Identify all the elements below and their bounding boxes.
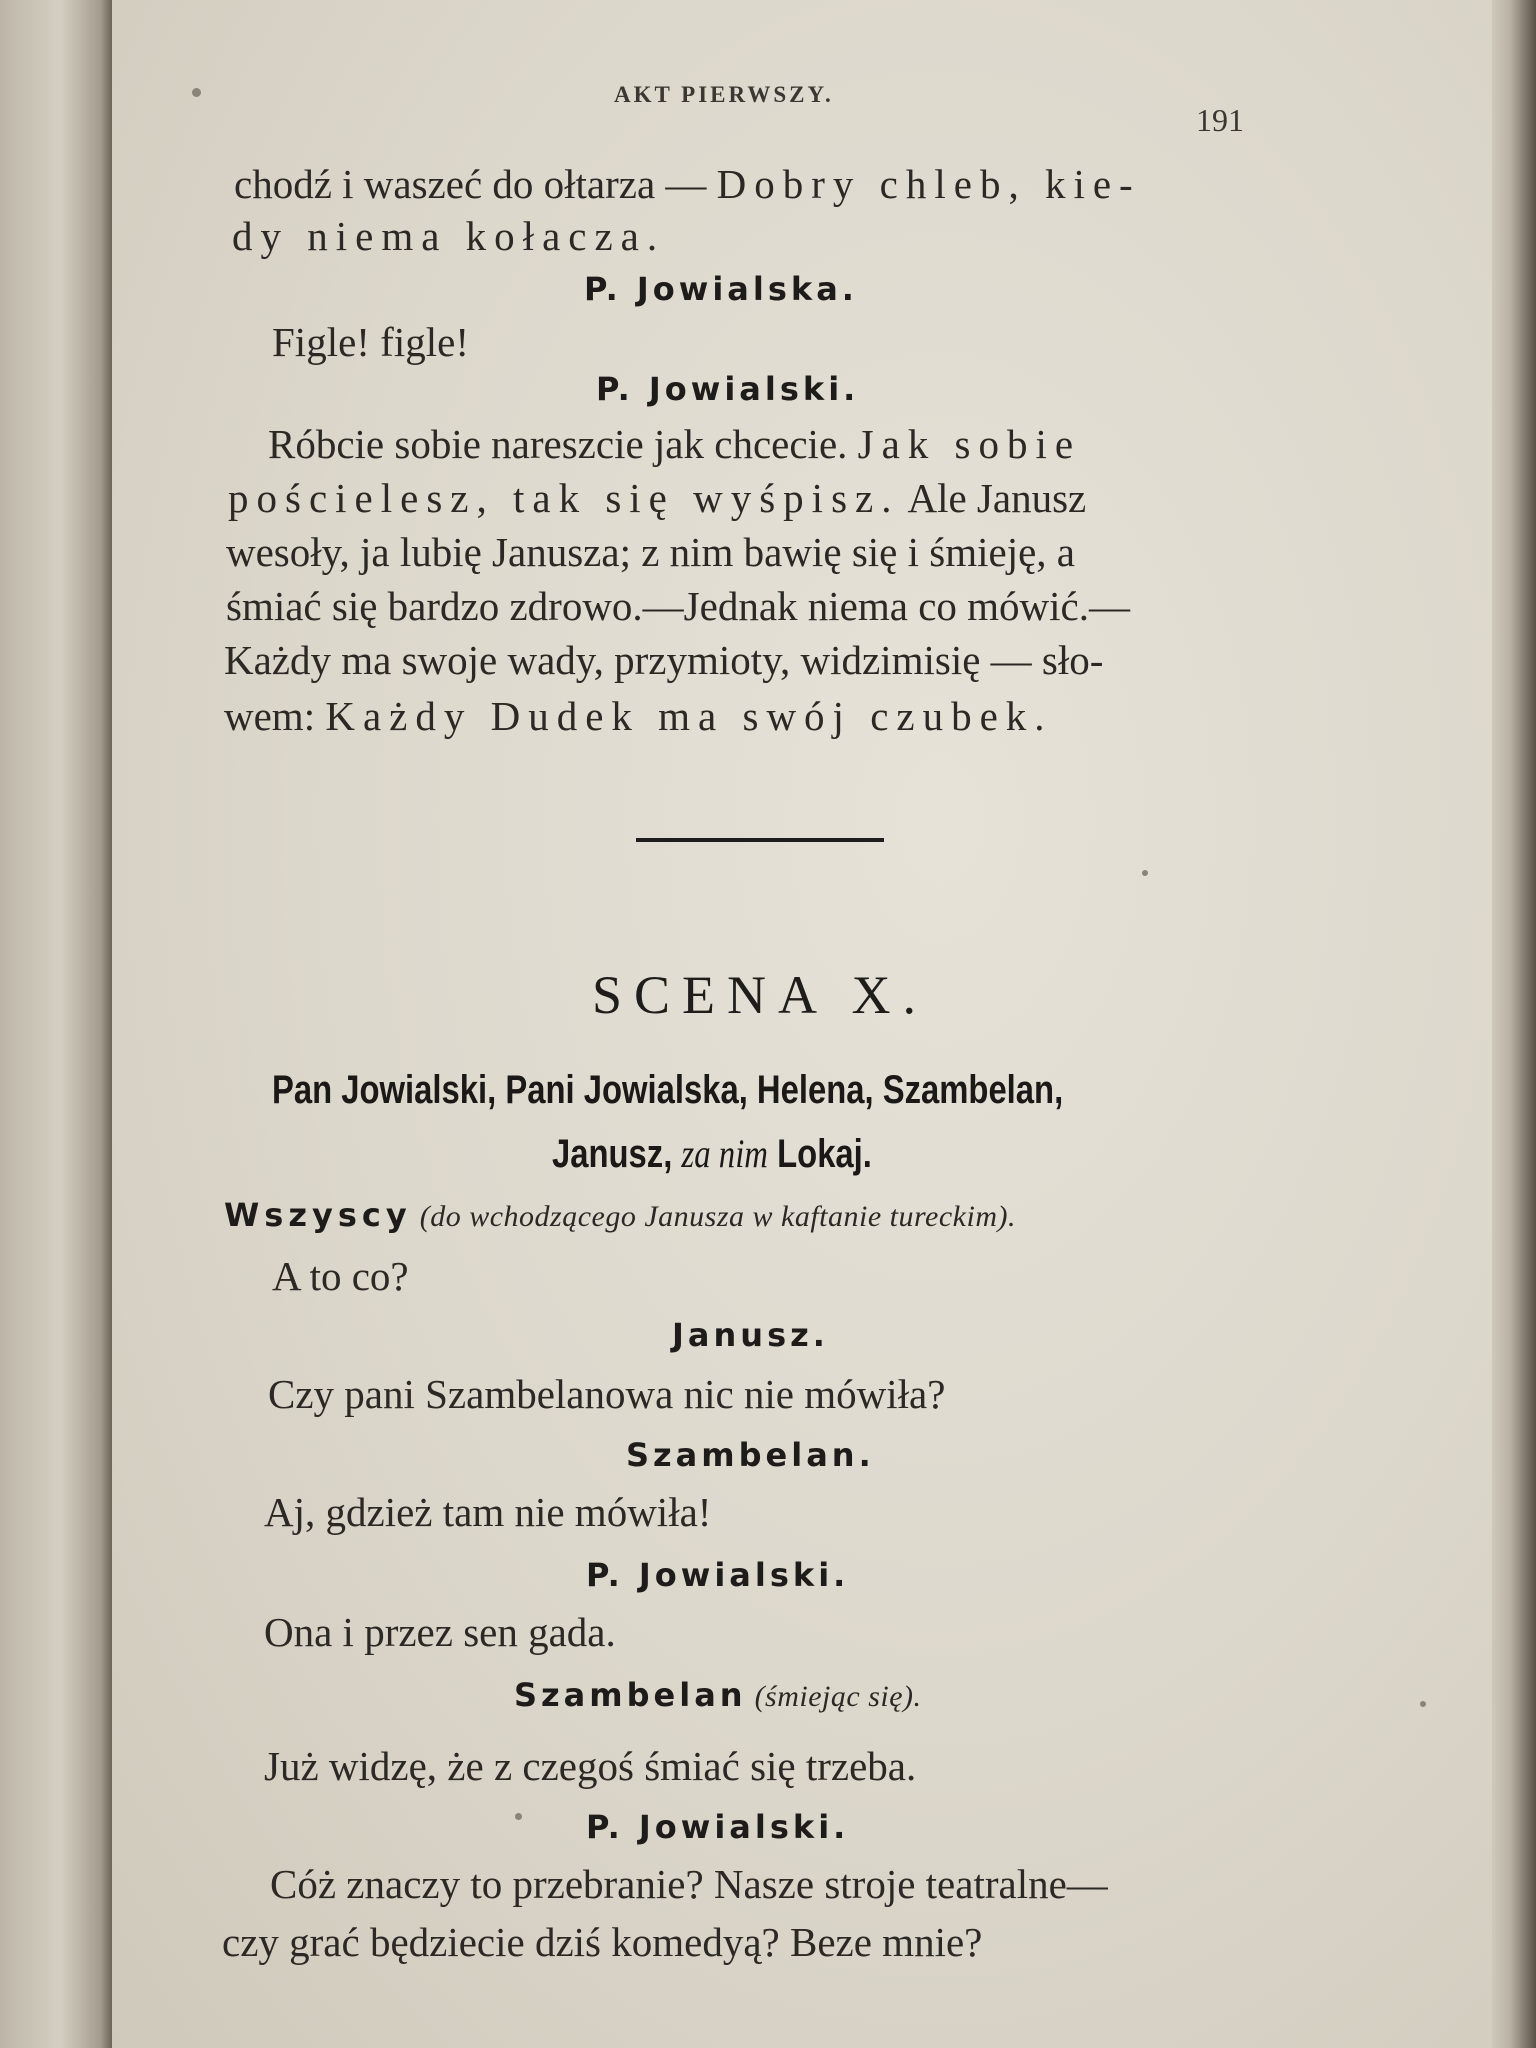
speaker-name: P. Jowialski.: [586, 1808, 850, 1846]
text-line: Figle! figle!: [272, 319, 469, 365]
stage-direction: (śmiejąc się).: [746, 1680, 922, 1713]
text-line: Aj, gdzież tam nie mówiła!: [264, 1489, 712, 1535]
page-speck: [192, 88, 201, 97]
text-line: Każdy ma swoje wady, przymioty, widzimisię — sło-: [224, 637, 1104, 683]
speaker-name: Szambelan.: [626, 1436, 875, 1474]
scene-title: SCENA X.: [592, 965, 929, 1025]
text-line: A to co?: [272, 1253, 409, 1299]
text-line: śmiać się bardzo zdrowo.—Jednak niema co mówić.—: [226, 583, 1131, 629]
text-line: Ona i przez sen gada.: [264, 1609, 616, 1655]
text-line: pościelesz, tak się wyśpisz. Ale Janusz: [228, 475, 1087, 521]
speaker-name: P. Jowialska.: [584, 270, 858, 308]
text-line: chodź i waszeć do ołtarza — Dobry chleb, kie-: [234, 161, 1141, 207]
text-line: dy niema kołacza.: [232, 213, 666, 259]
section-divider: [636, 838, 884, 842]
speaker-name: P. Jowialski.: [586, 1556, 850, 1594]
text-line: czy grać będziecie dziś komedyą? Beze mnie?: [222, 1919, 983, 1965]
page-speck: [515, 1813, 522, 1820]
cast-list: Janusz, za nim Lokaj.: [552, 1131, 872, 1176]
text-line: Czy pani Szambelanowa nic nie mówiła?: [268, 1371, 946, 1417]
speaker-name: Janusz.: [672, 1316, 829, 1354]
cast-list: Pan Jowialski, Pani Jowialska, Helena, Szambelan,: [272, 1068, 1064, 1112]
speaker-name: Wszyscy (do wchodzącego Janusza w kaftanie tureckim).: [224, 1196, 1016, 1234]
text-line: wesoły, ja lubię Janusza; z nim bawię się i śmieję, a: [226, 529, 1075, 575]
text-line: Cóż znaczy to przebranie? Nasze stroje teatralne—: [270, 1861, 1108, 1907]
text-line: Już widzę, że z czegoś śmiać się trzeba.: [264, 1743, 917, 1789]
page-speck: [1420, 1701, 1426, 1707]
running-head: AKT PIERWSZY.: [614, 82, 834, 107]
text-line: Róbcie sobie nareszcie jak chcecie. Jak sobie: [268, 421, 1082, 467]
page-speck: [1142, 870, 1148, 876]
stage-direction: (do wchodzącego Janusza w kaftanie tureckim).: [411, 1200, 1016, 1233]
speaker-name: P. Jowialski.: [596, 370, 860, 408]
book-page: [112, 0, 1492, 2048]
left-page-edge: [0, 0, 112, 2048]
page-number: 191: [1196, 102, 1244, 138]
text-line: wem: Każdy Dudek ma swój czubek.: [224, 693, 1053, 739]
speaker-name: Szambelan (śmiejąc się).: [514, 1676, 922, 1714]
